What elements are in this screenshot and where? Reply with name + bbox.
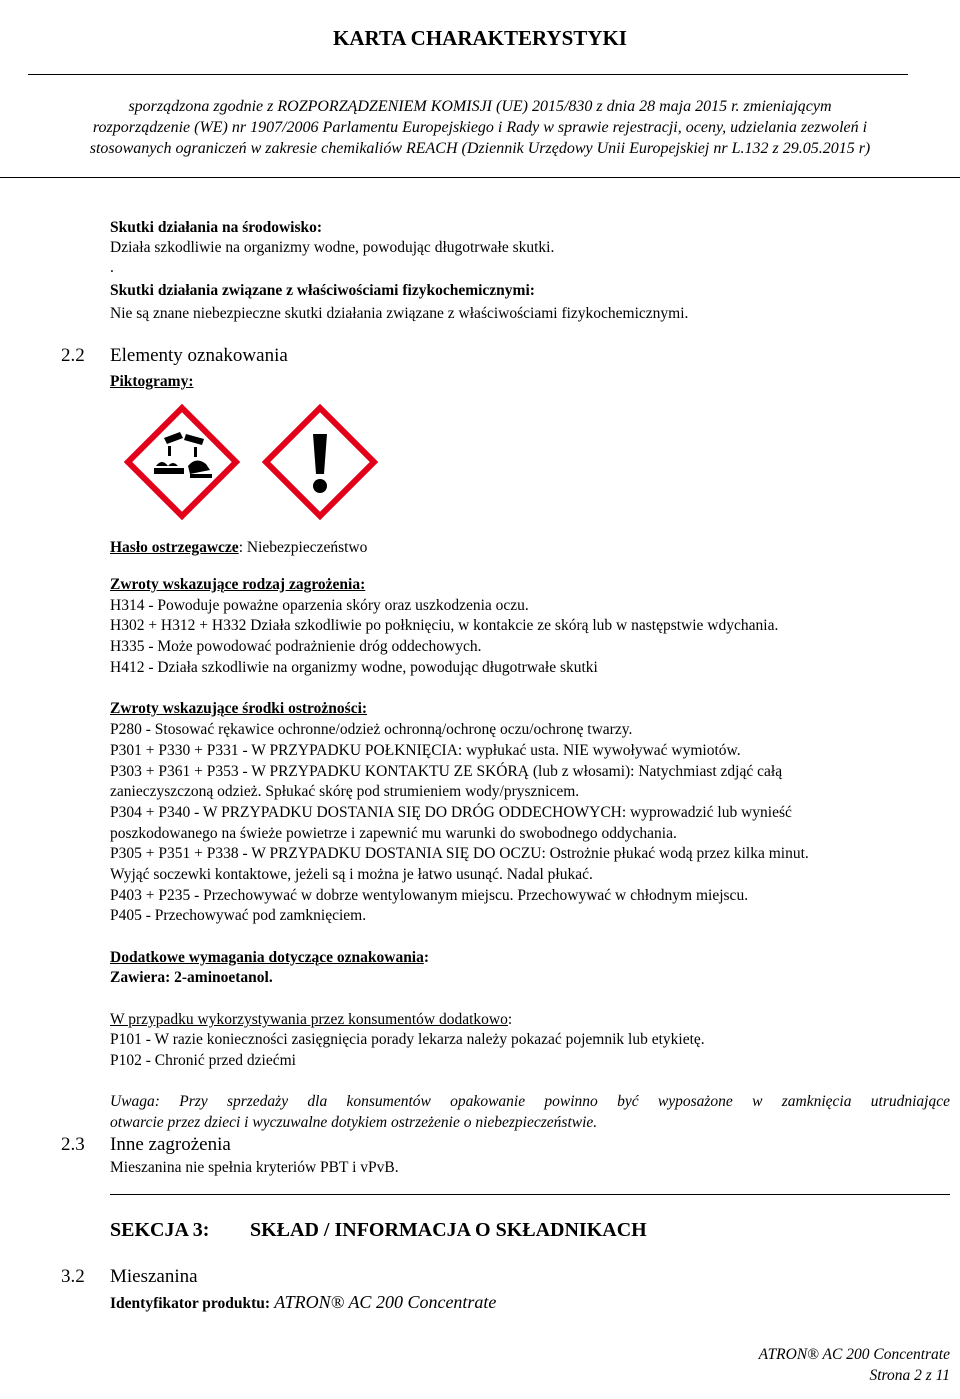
additional-requirements-line (110, 948, 429, 969)
exclamation-mark-icon (262, 404, 378, 520)
consumer-line (110, 1010, 512, 1031)
hazard-statement: H335 - Może powodować podrażnienie dróg oddechowych. (110, 638, 482, 655)
additional-requirements-heading: Dodatkowe wymagania dotyczące oznakowania (110, 949, 424, 966)
environment-text: Działa szkodliwie na organizmy wodne, powodując długotrwałe skutki. (110, 239, 555, 256)
section-3-2-number: 3.2 (61, 1266, 85, 1287)
section-3-label: SEKCJA 3: (110, 1219, 210, 1241)
regulation-line-3: stosowanych ograniczeń w zakresie chemikaliów REACH (Dziennik Urzędowy Unii Europejskiej nr L.132 z 29.05.2015 r) (89, 140, 871, 157)
footer-product: ATRON® AC 200 Concentrate (758, 1346, 950, 1363)
signal-word-sep: : (238, 539, 243, 556)
consumer-sep: : (507, 1011, 513, 1028)
header-divider (28, 74, 908, 75)
precautionary-statement: P280 - Stosować rękawice ochronne/odzież ochronną/ochronę oczu/ochronę twarzy. (110, 721, 633, 738)
section-2-3-text: Mieszanina nie spełnia kryteriów PBT i vPvB. (110, 1159, 399, 1176)
environment-heading: Skutki działania na środowisko: (110, 219, 323, 236)
precautionary-statement: P405 - Przechowywać pod zamknięciem. (110, 907, 367, 924)
physchem-text: Nie są znane niebezpieczne skutki działania związane z właściwościami fizykochemicznymi. (110, 305, 689, 322)
section-2-3-number: 2.3 (61, 1134, 85, 1155)
section-divider (110, 1194, 950, 1195)
regulation-line-1: sporządzona zgodnie z ROZPORZĄDZENIEM KOMISJI (UE) 2015/830 z dnia 28 maja 2015 r. zmieniającym (128, 98, 832, 115)
document-title: KARTA CHARAKTERYSTYKI (333, 26, 627, 50)
product-identifier-line (110, 1291, 496, 1315)
regulation-line-2: rozporządzenie (WE) nr 1907/2006 Parlamentu Europejskiego i Rady w sprawie rejestracji, oceny, udzielania zezwoleń i (92, 119, 868, 136)
footer-page-number: Strona 2 z 11 (869, 1367, 950, 1384)
section-3-2-title: Mieszanina (110, 1266, 198, 1287)
precautionary-statements-heading: Zwroty wskazujące środki ostrożności: (110, 700, 368, 717)
section-2-2-number: 2.2 (61, 345, 85, 366)
section-3-title: SKŁAD / INFORMACJA O SKŁADNIKACH (250, 1219, 647, 1241)
additional-requirements-sep: : (423, 949, 430, 966)
product-identifier-value: ATRON® AC 200 Concentrate (270, 1292, 497, 1312)
contains-text: Zawiera: 2-aminoetanol. (110, 969, 273, 986)
precautionary-statement: P305 + P351 + P338 - W PRZYPADKU DOSTANIA SIĘ DO OCZU: Ostrożnie płukać wodą przez kilka minut. (110, 845, 809, 862)
precautionary-statement: P303 + P361 + P353 - W PRZYPADKU KONTAKTU ZE SKÓRĄ (lub z włosami): Natychmiast zdjąć całą (110, 763, 783, 780)
hazard-statement: H314 - Powoduje poważne oparzenia skóry oraz uszkodzenia oczu. (110, 597, 529, 614)
precautionary-statement: Wyjąć soczewki kontaktowe, jeżeli są i można je łatwo usunąć. Nadal płukać. (110, 866, 593, 883)
section-2-2-title: Elementy oznakowania (110, 345, 288, 366)
precautionary-statement: poszkodowanego na świeże powietrze i zapewnić mu warunki do swobodnego oddychania. (110, 825, 677, 842)
signal-word-label: Hasło ostrzegawcze (110, 539, 239, 556)
header-bottom-divider (0, 177, 960, 178)
signal-word-line (110, 538, 367, 559)
physchem-heading: Skutki działania związane z właściwościami fizykochemicznymi: (110, 282, 535, 299)
hazard-statement: H302 + H312 + H332 Działa szkodliwie po połknięciu, w kontakcie ze skórą lub w następstwie wdychania. (110, 617, 779, 634)
consumer-heading: W przypadku wykorzystywania przez konsumentów dodatkowo (110, 1011, 508, 1028)
consumer-statement: P101 - W razie konieczności zasięgnięcia porady lekarza należy pokazać pojemnik lub etykietę. (110, 1031, 705, 1048)
pictograms-label: Piktogramy: (110, 373, 194, 390)
hazard-statement: H412 - Działa szkodliwie na organizmy wodne, powodując długotrwałe skutki (110, 659, 598, 676)
section-2-3-title: Inne zagrożenia (110, 1134, 231, 1155)
note-line-1: Uwaga: Przy sprzedaży dla konsumentów opakowanie powinno być wyposażone w zamknięcia utrudniające (110, 1093, 950, 1110)
environment-dot: . (110, 259, 114, 276)
consumer-statement: P102 - Chronić przed dziećmi (110, 1052, 296, 1069)
precautionary-statement: P403 + P235 - Przechowywać w dobrze wentylowanym miejscu. Przechowywać w chłodnym miejscu. (110, 887, 749, 904)
product-identifier-label: Identyfikator produktu: (110, 1295, 271, 1312)
corrosion-icon (124, 404, 240, 520)
precautionary-statement: P304 + P340 - W PRZYPADKU DOSTANIA SIĘ DO DRÓG ODDECHOWYCH: wyprowadzić lub wynieść (110, 804, 792, 821)
signal-word-value: Niebezpieczeństwo (243, 539, 368, 556)
precautionary-statement: P301 + P330 + P331 - W PRZYPADKU POŁKNIĘCIA: wypłukać usta. NIE wywoływać wymiotów. (110, 742, 741, 759)
precautionary-statement: zanieczyszczoną odzież. Spłukać skórę pod strumieniem wody/prysznicem. (110, 783, 580, 800)
hazard-statements-heading: Zwroty wskazujące rodzaj zagrożenia: (110, 576, 366, 593)
note-line-2: otwarcie przez dzieci i wyczuwalne dotykiem ostrzeżenie o niebezpieczeństwie. (110, 1114, 598, 1131)
